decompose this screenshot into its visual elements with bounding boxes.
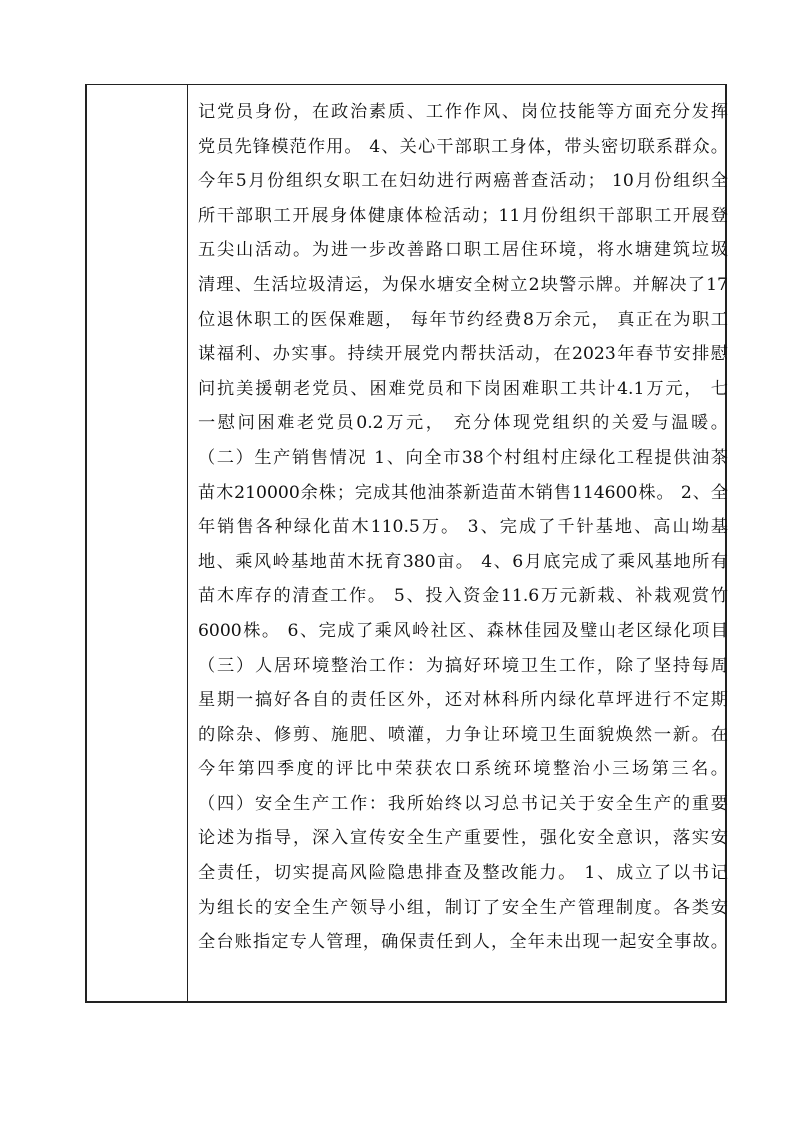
text-line: 今年5月份组织女职工在妇幼进行两癌普查活动； 10月份组织全 — [198, 171, 728, 192]
text-line: 的除杂、修剪、施肥、喷灌，力争让环境卫生面貌焕然一新。在 — [198, 724, 728, 745]
text-line: 6000株。 6、完成了乘风岭社区、森林佳园及璧山老区绿化项目 — [198, 620, 728, 641]
text-line: 苗木210000余株；完成其他油茶新造苗木销售114600株。 2、全 — [198, 482, 728, 503]
text-line: 五尖山活动。为进一步改善路口职工居住环境，将水塘建筑垃圾 — [198, 240, 728, 261]
text-line: 星期一搞好各自的责任区外，还对林科所内绿化草坪进行不定期 — [198, 690, 728, 711]
text-line: 记党员身份，在政治素质、工作作风、岗位技能等方面充分发挥 — [198, 102, 728, 122]
text-line: 一慰问困难老党员0.2万元， 充分体现党组织的关爱与温暖。 — [198, 413, 728, 434]
text-line: 问抗美援朝老党员、困难党员和下岗困难职工共计4.1万元， 七 — [198, 378, 728, 399]
text-line: （三）人居环境整治工作：为搞好环境卫生工作，除了坚持每周 — [198, 655, 728, 676]
text-line: 位退休职工的医保难题， 每年节约经费8万余元， 真正在为职工 — [198, 309, 728, 330]
text-line: （四）安全生产工作：我所始终以习总书记关于安全生产的重要 — [198, 793, 728, 814]
text-line: 谋福利、办实事。持续开展党内帮扶活动，在2023年春节安排慰 — [198, 344, 728, 365]
text-line: 今年第四季度的评比中荣获农口系统环境整治小三场第三名。 — [198, 759, 728, 780]
text-line: 党员先锋模范作用。 4、关心干部职工身体，带头密切联系群众。 — [198, 136, 728, 157]
text-line: 年销售各种绿化苗木110.5万。 3、完成了千针基地、高山坳基 — [198, 517, 728, 538]
content-table — [85, 84, 727, 1003]
body-text — [198, 95, 728, 960]
text-line: 苗木库存的清查工作。 5、投入资金11.6万元新栽、补栽观赏竹 — [198, 586, 728, 607]
label-column — [87, 85, 188, 1001]
text-line: 论述为指导，深入宣传安全生产重要性，强化安全意识，落实安 — [198, 828, 728, 849]
text-line: 地、乘风岭基地苗木抚育380亩。 4、6月底完成了乘风基地所有 — [198, 551, 728, 572]
content-cell — [188, 85, 728, 1001]
text-line: 为组长的安全生产领导小组，制订了安全生产管理制度。各类安 — [198, 897, 728, 918]
text-line: 全责任，切实提高风险隐患排查及整改能力。 1、成立了以书记 — [198, 863, 728, 884]
text-line: 清理、生活垃圾清运，为保水塘安全树立2块警示牌。并解决了17 — [198, 274, 728, 295]
text-line: （二）生产销售情况 1、向全市38个村组村庄绿化工程提供油茶 — [198, 447, 728, 468]
text-line: 全台账指定专人管理，确保责任到人，全年未出现一起安全事故。 — [198, 932, 728, 953]
text-line: 所干部职工开展身体健康体检活动；11月份组织干部职工开展登 — [198, 205, 728, 226]
